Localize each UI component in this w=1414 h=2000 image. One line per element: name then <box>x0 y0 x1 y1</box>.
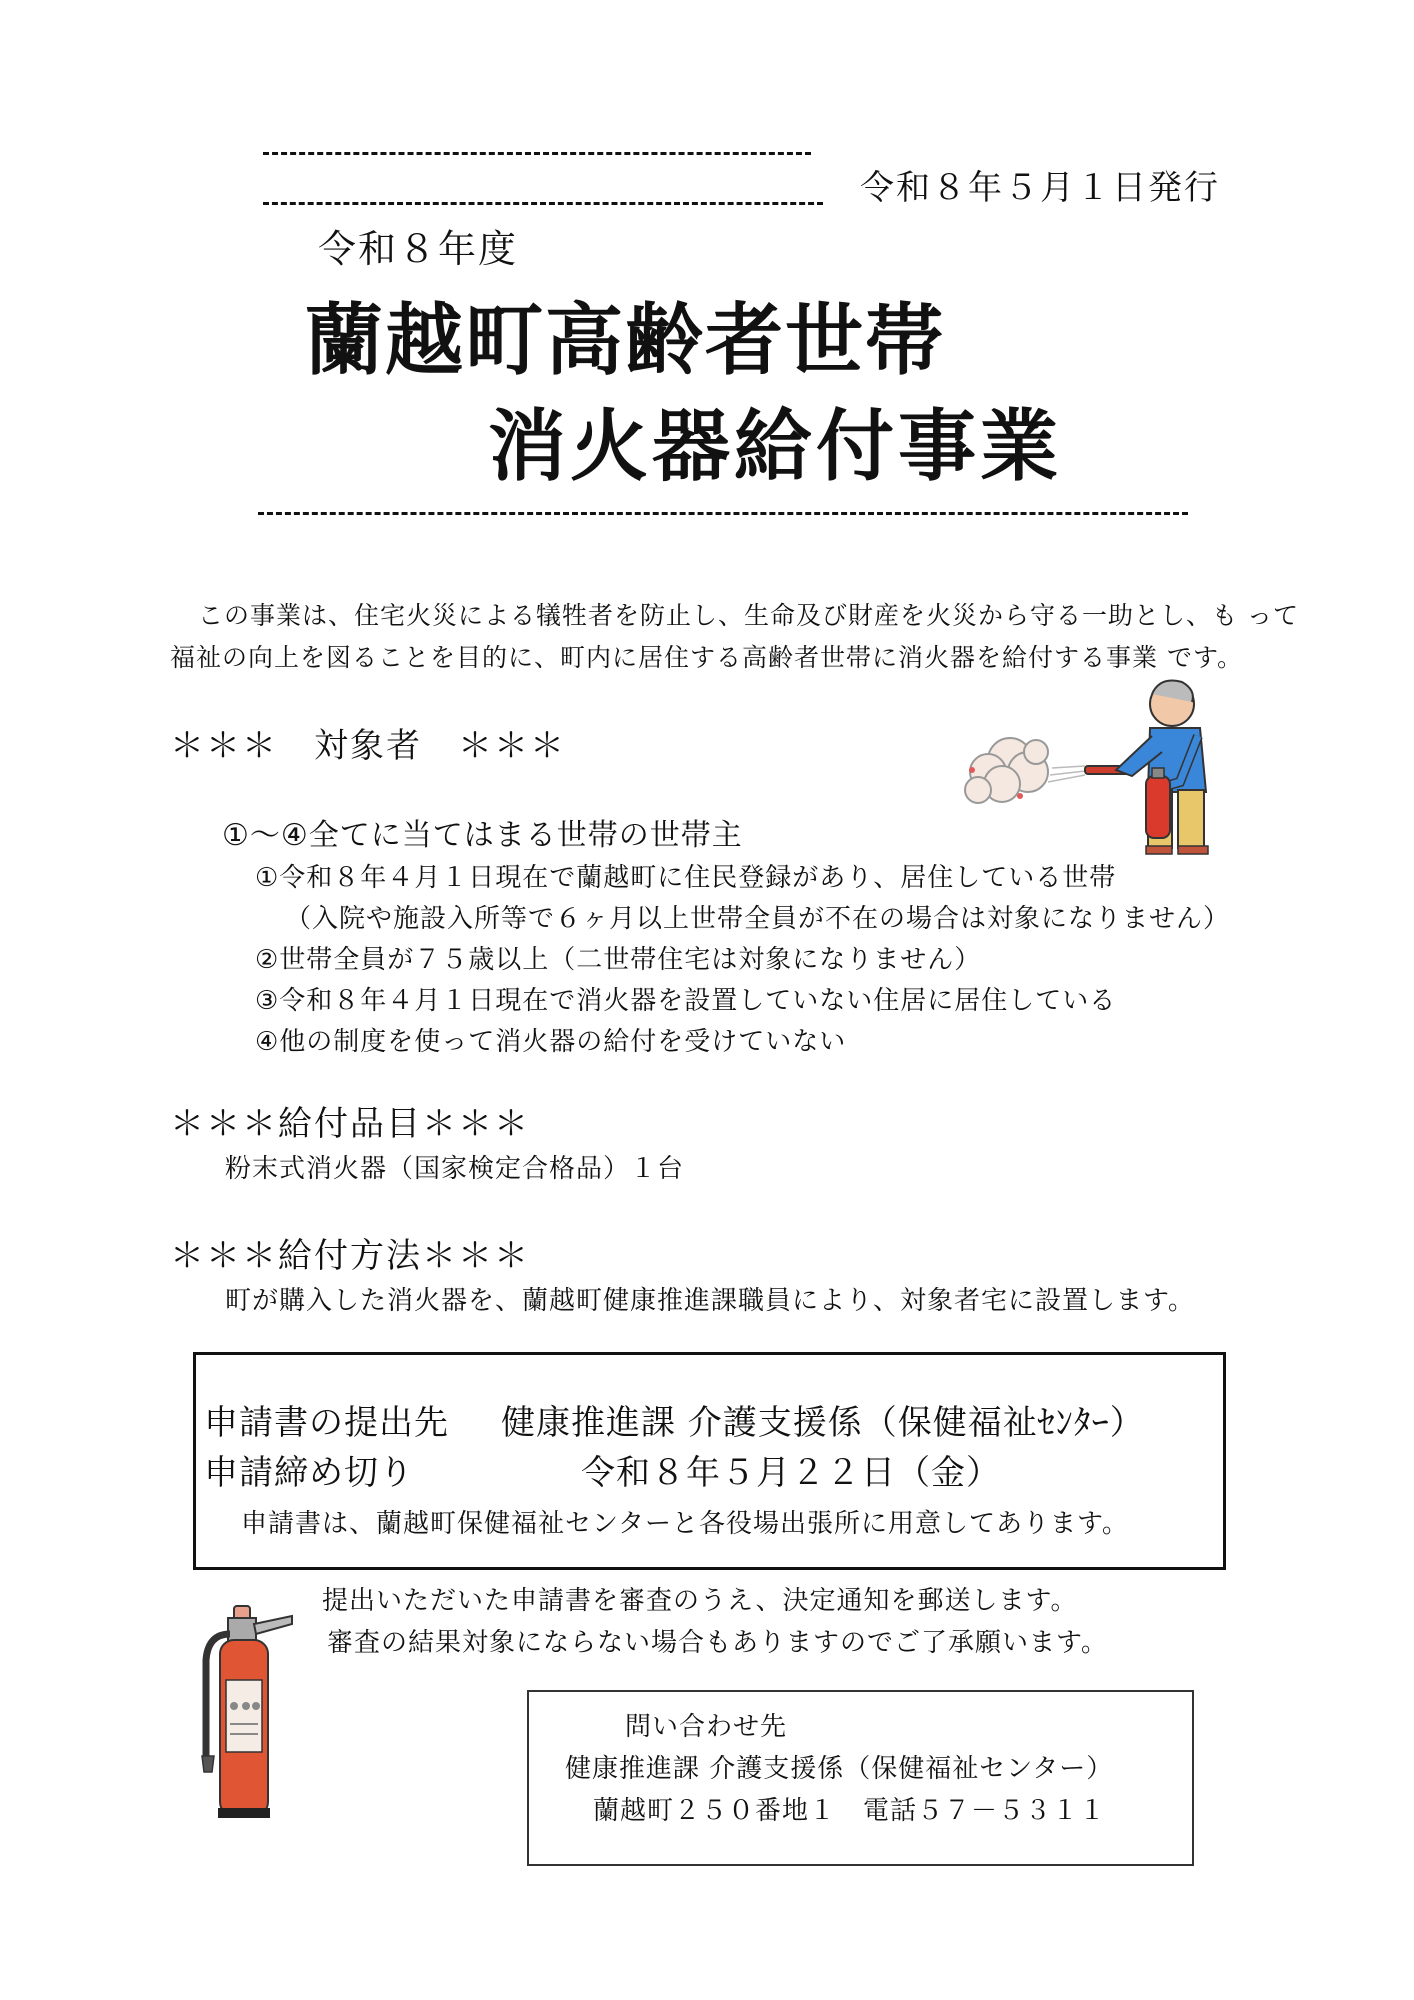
intro-paragraph: この事業は、住宅火災による犠牲者を防止し、生命及び財産を火災から守る一助とし、も って福祉の向上を図ることを目的に、町内に居住する高齢者世帯に消火器を給付する事業 です。 <box>170 601 1299 672</box>
page-title-line2: 消火器給付事業 <box>488 402 1063 492</box>
fire-extinguisher-illustration <box>188 1600 298 1828</box>
contact-department: 健康推進課 介護支援係（保健福祉センター） <box>565 1754 1114 1784</box>
contact-box <box>527 1690 1194 1866</box>
issue-date: 令和８年５月１日発行 <box>860 168 1220 208</box>
deadline-value: 令和８年５月２２日（金） <box>581 1453 1001 1493</box>
elderly-man-extinguisher-illustration <box>950 672 1240 857</box>
submit-to: 健康推進課 介護支援係（保健福祉ｾﾝﾀｰ） <box>501 1403 1145 1443</box>
eligibility-item-3: ③令和８年４月１日現在で消火器を設置していない住居に居住している <box>255 986 1117 1016</box>
item-heading: ＊＊＊給付品目＊＊＊ <box>170 1104 530 1144</box>
application-box <box>193 1352 1226 1570</box>
note-2: 審査の結果対象にならない場合もありますのでご了承願います。 <box>327 1628 1108 1658</box>
item-text: 粉末式消火器（国家検定合格品）１台 <box>225 1154 685 1184</box>
deadline-label: 申請締め切り <box>204 1453 414 1493</box>
method-text: 町が購入した消火器を、蘭越町健康推進課職員により、対象者宅に設置します。 <box>225 1286 1195 1316</box>
submit-label: 申請書の提出先 <box>204 1403 449 1443</box>
page-title-line1: 蘭越町高齢者世帯 <box>305 296 946 386</box>
eligibility-item-2: ②世帯全員が７５歳以上（二世帯住宅は対象になりません） <box>255 945 982 975</box>
contact-address-phone: 蘭越町２５０番地１ 電話５７－５３１１ <box>593 1796 1107 1826</box>
method-heading: ＊＊＊給付方法＊＊＊ <box>170 1236 530 1276</box>
eligibility-heading: ＊＊＊ 対象者 ＊＊＊ <box>170 726 566 766</box>
note-1: 提出いただいた申請書を審査のうえ、決定通知を郵送します。 <box>322 1586 1078 1616</box>
title-rule-bottom <box>258 512 1188 515</box>
eligibility-item-1: ①令和８年４月１日現在で蘭越町に住民登録があり、居住している世帯 <box>255 863 1117 893</box>
title-rule-top-1 <box>263 152 811 155</box>
eligibility-item-1-note: （入院や施設入所等で６ヶ月以上世帯全員が不在の場合は対象になりません） <box>285 904 1231 934</box>
contact-heading: 問い合わせ先 <box>625 1712 788 1742</box>
availability-text: 申請書は、蘭越町保健福祉センターと各役場出張所に用意してあります。 <box>241 1509 1129 1539</box>
eligibility-item-4: ④他の制度を使って消火器の給付を受けていない <box>255 1027 847 1057</box>
eligibility-lead: ①～④全てに当てはまる世帯の世帯主 <box>222 818 743 853</box>
title-rule-top-2 <box>263 202 823 205</box>
fiscal-year: 令和８年度 <box>318 227 519 271</box>
